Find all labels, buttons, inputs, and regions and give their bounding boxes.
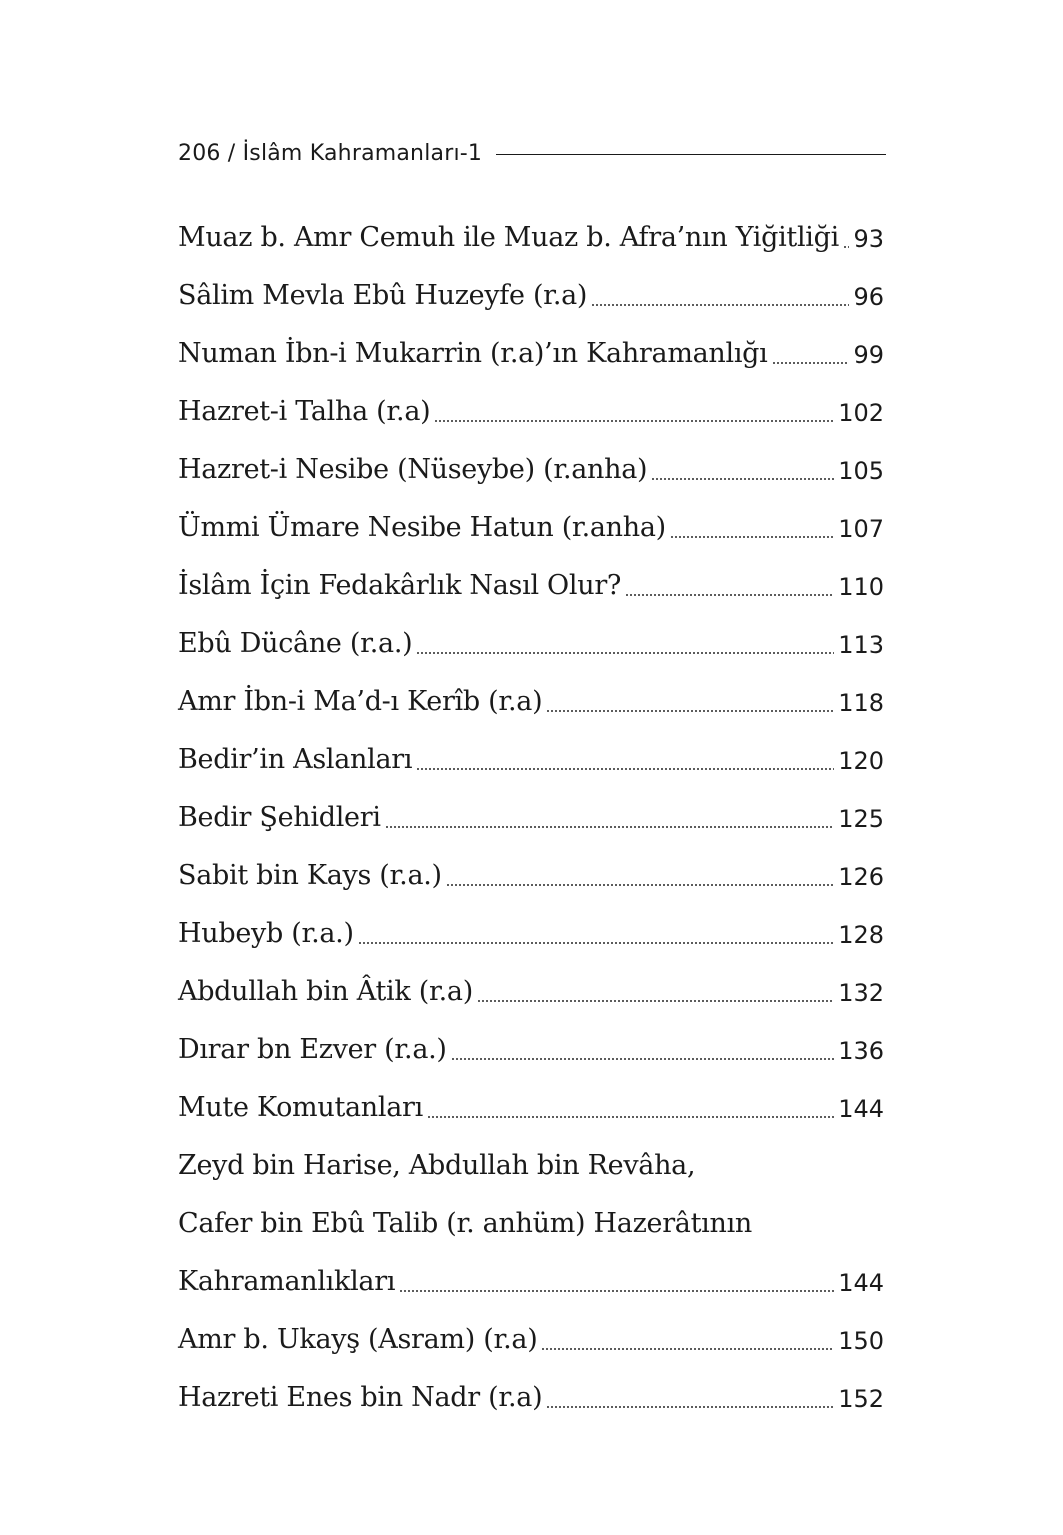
toc-entry-page: 150 [838,1327,884,1355]
toc-entry [178,1017,884,1075]
toc-dot-leader [399,1290,834,1292]
toc-entry-title: Sabit bin Kays (r.a.) [178,860,442,891]
toc-entry [178,669,884,727]
toc-dot-leader [541,1348,834,1350]
toc-dot-leader [670,536,834,538]
toc-entry-page: 107 [838,515,884,543]
toc-entry [178,321,884,379]
toc-entry-title: Ebû Dücâne (r.a.) [178,628,413,659]
toc-entry [178,205,884,263]
toc-dot-leader [385,826,835,828]
toc-entry-page: 144 [838,1095,884,1123]
toc-entry-page: 113 [838,631,884,659]
toc-dot-leader [546,1406,834,1408]
table-of-contents [178,205,884,1423]
toc-entry-page: 99 [853,341,884,369]
toc-dot-leader [546,710,834,712]
toc-entry-page: 132 [838,979,884,1007]
toc-dot-leader [651,478,834,480]
toc-entry [178,959,884,1017]
toc-entry-page: 144 [838,1269,884,1297]
toc-entry-title: Ümmi Ümare Nesibe Hatun (r.anha) [178,512,666,543]
toc-entry [178,1307,884,1365]
toc-dot-leader [843,246,850,248]
toc-entry-page: 128 [838,921,884,949]
toc-entry [178,553,884,611]
toc-entry-title: Kahramanlıkları [178,1266,396,1297]
toc-entry [178,785,884,843]
toc-entry [178,263,884,321]
toc-dot-leader [625,594,834,596]
toc-entry-title: Bedir Şehidleri [178,802,381,833]
toc-dot-leader [477,1000,834,1002]
toc-entry-title: Amr İbn-i Ma’d-ı Kerîb (r.a) [178,686,543,717]
toc-entry-title: Numan İbn-i Mukarrin (r.a)’ın Kahramanlığı [178,338,768,369]
toc-entry-title: Bedir’in Aslanları [178,744,413,775]
toc-entry [178,437,884,495]
toc-dot-leader [416,768,834,770]
toc-entry [178,1191,884,1249]
toc-entry-page: 102 [838,399,884,427]
toc-entry-page: 105 [838,457,884,485]
toc-entry-page: 93 [853,225,884,253]
toc-entry-page: 118 [838,689,884,717]
toc-entry-title: Hazret-i Talha (r.a) [178,396,431,427]
toc-entry-page: 110 [838,573,884,601]
header-text: 206 / İslâm Kahramanları-1 [178,140,483,166]
toc-dot-leader [427,1116,834,1118]
header-rule [496,154,886,155]
toc-entry-title: Abdullah bin Âtik (r.a) [178,976,473,1007]
toc-entry-page: 96 [853,283,884,311]
toc-entry-title: Hazret-i Nesibe (Nüseybe) (r.anha) [178,454,648,485]
toc-dot-leader [772,362,850,364]
toc-dot-leader [416,652,834,654]
toc-entry-page: 120 [838,747,884,775]
toc-entry-title: Mute Komutanları [178,1092,423,1123]
toc-entry-title: Amr b. Ukayş (Asram) (r.a) [178,1324,538,1355]
toc-entry-title: Sâlim Mevla Ebû Huzeyfe (r.a) [178,280,588,311]
toc-entry-title: Cafer bin Ebû Talib (r. anhüm) Hazerâtının [178,1208,752,1239]
toc-entry [178,727,884,785]
toc-dot-leader [434,420,834,422]
toc-entry-page: 125 [838,805,884,833]
toc-entry-title: Muaz b. Amr Cemuh ile Muaz b. Afra’nın Yiğitliği [178,222,839,253]
running-header [178,138,886,168]
toc-entry [178,1133,884,1191]
toc-entry-title: Zeyd bin Harise, Abdullah bin Revâha, [178,1150,696,1181]
toc-entry-title: Hazreti Enes bin Nadr (r.a) [178,1382,543,1413]
toc-dot-leader [446,884,834,886]
toc-entry [178,379,884,437]
toc-entry-page: 126 [838,863,884,891]
toc-dot-leader [451,1058,835,1060]
toc-entry-page: 152 [838,1385,884,1413]
toc-entry-page: 136 [838,1037,884,1065]
toc-entry [178,1365,884,1423]
toc-entry [178,495,884,553]
toc-entry [178,901,884,959]
toc-entry-title: Hubeyb (r.a.) [178,918,354,949]
toc-entry [178,1249,884,1307]
toc-dot-leader [591,304,849,306]
toc-entry [178,611,884,669]
toc-entry-title: Dırar bn Ezver (r.a.) [178,1034,447,1065]
toc-entry [178,843,884,901]
toc-dot-leader [358,942,835,944]
toc-entry-title: İslâm İçin Fedakârlık Nasıl Olur? [178,570,622,601]
toc-entry [178,1075,884,1133]
